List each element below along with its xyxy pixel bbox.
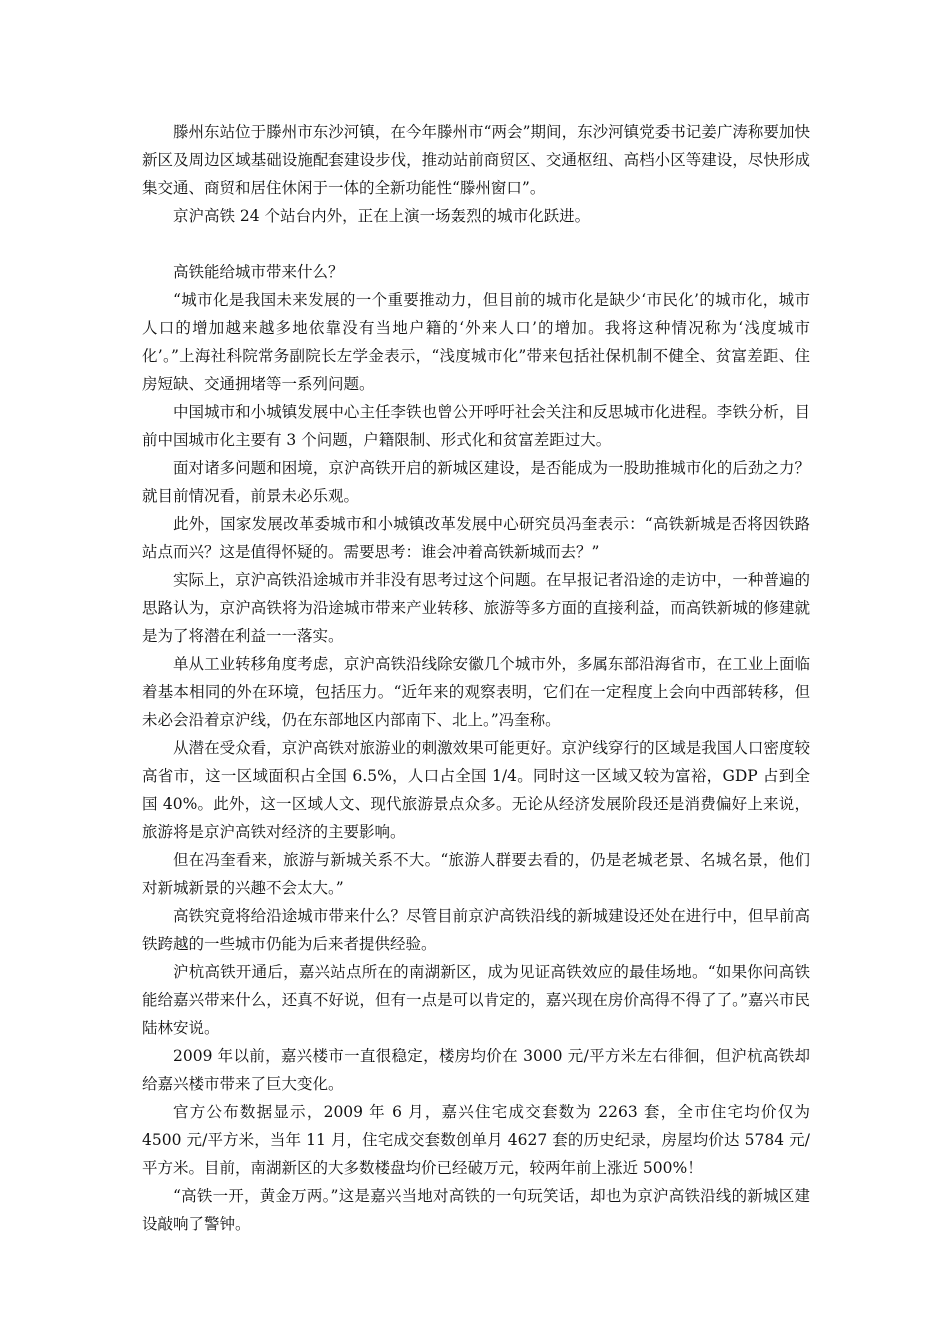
paragraph-14: 2009 年以前，嘉兴楼市一直很稳定，楼房均价在 3000 元/平方米左右徘徊，但沪杭高铁却给嘉兴楼市带来了巨大变化。 <box>142 1047 810 1093</box>
paragraph-16: “高铁一开，黄金万两。”这是嘉兴当地对高铁的一句玩笑话，却也为京沪高铁沿线的新城区建设敲响了警钟。 <box>142 1187 810 1233</box>
article-body <box>142 118 810 1238</box>
paragraph-7: 此外，国家发展改革委城市和小城镇改革发展中心研究员冯奎表示：“高铁新城是否将因铁路站点而兴？这是值得怀疑的。需要思考：谁会冲着高铁新城而去？” <box>142 515 810 561</box>
paragraph-11: 但在冯奎看来，旅游与新城关系不大。“旅游人群要去看的，仍是老城老景、名城名景，他们对新城新景的兴趣不会太大。” <box>142 851 810 897</box>
section-heading: 高铁能给城市带来什么？ <box>173 263 344 281</box>
paragraph-9: 单从工业转移角度考虑，京沪高铁沿线除安徽几个城市外，多属东部沿海省市，在工业上面临着基本相同的外在环境，包括压力。“近年来的观察表明，它们在一定程度上会向中西部转移，但未必会沿着京沪线，仍在东部地区内部南下、北上。”冯奎称。 <box>142 655 810 729</box>
paragraph-5: 中国城市和小城镇发展中心主任李铁也曾公开呼吁社会关注和反思城市化进程。李铁分析，目前中国城市化主要有 3 个问题，户籍限制、形式化和贫富差距过大。 <box>142 403 810 449</box>
paragraph-10: 从潜在受众看，京沪高铁对旅游业的刺激效果可能更好。京沪线穿行的区域是我国人口密度较高省市，这一区域面积占全国 6.5%，人口占全国 1/4。同时这一区域又较为富裕，GDP 占到全国 40%。此外，这一区域人文、现代旅游景点众多。无论从经济发展阶段还是消费偏好上来说，旅游将是京沪高铁对经济的主要影响。 <box>142 739 810 841</box>
paragraph-15: 官方公布数据显示，2009 年 6 月，嘉兴住宅成交套数为 2263 套，全市住宅均价仅为 4500 元/平方米，当年 11 月，住宅成交套数创单月 4627 套的历史纪录，房屋均价达 5784 元/平方米。目前，南湖新区的大多数楼盘均价已经破万元，较两年前上涨近 500%！ <box>142 1103 810 1177</box>
paragraph-2: 京沪高铁 24 个站台内外，正在上演一场轰烈的城市化跃进。 <box>173 207 591 225</box>
paragraph-8: 实际上，京沪高铁沿途城市并非没有思考过这个问题。在早报记者沿途的走访中，一种普遍的思路认为，京沪高铁将为沿途城市带来产业转移、旅游等多方面的直接利益，而高铁新城的修建就是为了将潜在利益一一落实。 <box>142 571 810 645</box>
paragraph-6: 面对诸多问题和困境，京沪高铁开启的新城区建设，是否能成为一股助推城市化的后劲之力？就目前情况看，前景未必乐观。 <box>142 459 810 505</box>
paragraph-12: 高铁究竟将给沿途城市带来什么？尽管目前京沪高铁沿线的新城建设还处在进行中，但早前高铁跨越的一些城市仍能为后来者提供经验。 <box>142 907 810 953</box>
paragraph-13: 沪杭高铁开通后，嘉兴站点所在的南湖新区，成为见证高铁效应的最佳场地。“如果你问高铁能给嘉兴带来什么，还真不好说，但有一点是可以肯定的，嘉兴现在房价高得不得了了。”嘉兴市民陆林安说。 <box>142 963 810 1037</box>
paragraph-4: “城市化是我国未来发展的一个重要推动力，但目前的城市化是缺少‘市民化’的城市化，城市人口的增加越来越多地依靠没有当地户籍的‘外来人口’的增加。我将这种情况称为‘浅度城市化’。”上海社科院常务副院长左学金表示，“浅度城市化”带来包括社保机制不健全、贫富差距、住房短缺、交通拥堵等一系列问题。 <box>142 291 810 393</box>
paragraph-1: 滕州东站位于滕州市东沙河镇，在今年滕州市“两会”期间，东沙河镇党委书记姜广涛称要加快新区及周边区域基础设施配套建设步伐，推动站前商贸区、交通枢纽、高档小区等建设，尽快形成集交通、商贸和居住休闲于一体的全新功能性“滕州窗口”。 <box>142 123 810 197</box>
